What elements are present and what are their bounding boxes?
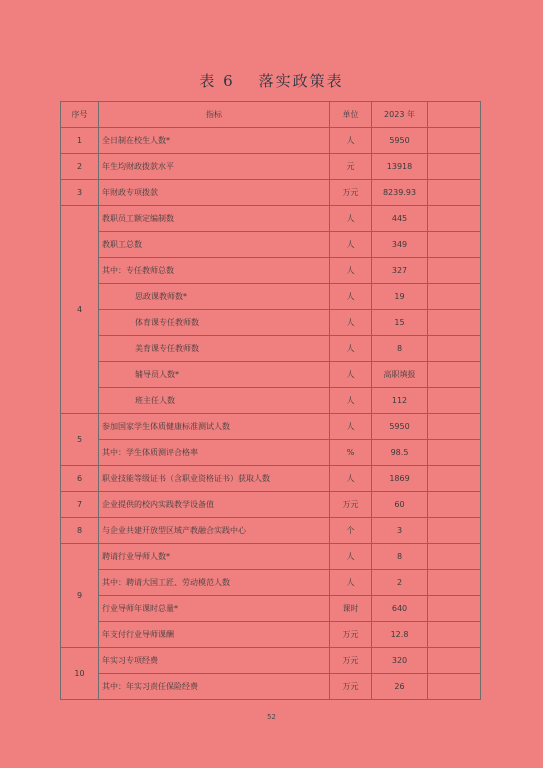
row-label: 其中：年实习责任保险经费 [99,674,330,700]
table-row [61,336,481,362]
row-extra [428,206,481,232]
row-value: 445 [372,206,428,232]
row-value: 高职填报 [372,362,428,388]
row-extra [428,154,481,180]
row-value: 320 [372,648,428,674]
table-row [61,414,481,440]
row-unit: 万元 [330,648,372,674]
row-label: 全日制在校生人数* [99,128,330,154]
row-value: 640 [372,596,428,622]
row-no: 10 [61,648,99,700]
row-unit: 人 [330,544,372,570]
page-number: 52 [267,713,276,721]
row-extra [428,674,481,700]
row-unit: 万元 [330,674,372,700]
row-label: 年生均财政拨款水平 [99,154,330,180]
row-value: 8239.93 [372,180,428,206]
table-row [61,128,481,154]
row-label: 年实习专项经费 [99,648,330,674]
title-prefix: 表 6 [199,72,235,90]
row-unit: 万元 [330,492,372,518]
row-extra [428,518,481,544]
row-extra [428,414,481,440]
row-unit: 个 [330,518,372,544]
row-unit: % [330,440,372,466]
table-row [61,284,481,310]
table-header-row [61,102,481,128]
row-extra [428,596,481,622]
table-row [61,518,481,544]
row-label: 行业导师年课时总量* [99,596,330,622]
row-no: 9 [61,544,99,648]
row-extra [428,648,481,674]
row-extra [428,232,481,258]
row-extra [428,310,481,336]
row-extra [428,284,481,310]
row-no: 5 [61,414,99,466]
row-label: 年财政专项拨款 [99,180,330,206]
header-extra [428,102,481,128]
row-value: 13918 [372,154,428,180]
row-value: 5950 [372,128,428,154]
table-row [61,362,481,388]
row-label: 其中：学生体质测评合格率 [99,440,330,466]
row-unit: 人 [330,310,372,336]
table-row [61,388,481,414]
table-row [61,258,481,284]
row-no: 4 [61,206,99,414]
row-label: 思政课教师数* [99,284,330,310]
row-no: 1 [61,128,99,154]
table-row [61,206,481,232]
table-row [61,622,481,648]
row-label: 其中：聘请大国工匠、劳动模范人数 [99,570,330,596]
row-no: 8 [61,518,99,544]
row-extra [428,570,481,596]
row-extra [428,622,481,648]
row-value: 12.8 [372,622,428,648]
row-label: 教职工总数 [99,232,330,258]
header-indicator: 指标 [99,102,330,128]
row-extra [428,544,481,570]
row-unit: 人 [330,128,372,154]
row-label: 聘请行业导师人数* [99,544,330,570]
row-value: 349 [372,232,428,258]
row-unit: 人 [330,388,372,414]
row-label: 美育课专任教师数 [99,336,330,362]
row-unit: 人 [330,232,372,258]
row-value: 60 [372,492,428,518]
row-unit: 人 [330,414,372,440]
row-label: 班主任人数 [99,388,330,414]
row-value: 327 [372,258,428,284]
header-year: 2023 年 [372,102,428,128]
row-extra [428,388,481,414]
row-value: 26 [372,674,428,700]
row-extra [428,336,481,362]
table-row [61,310,481,336]
row-label: 职业技能等级证书（含职业资格证书）获取人数 [99,466,330,492]
row-unit: 人 [330,466,372,492]
row-value: 3 [372,518,428,544]
row-label: 参加国家学生体质健康标准测试人数 [99,414,330,440]
table-row [61,232,481,258]
table-row [61,466,481,492]
row-label: 与企业共建开放型区域产教融合实践中心 [99,518,330,544]
row-unit: 万元 [330,622,372,648]
row-label: 体育课专任教师数 [99,310,330,336]
row-unit: 万元 [330,180,372,206]
row-unit: 元 [330,154,372,180]
row-unit: 人 [330,206,372,232]
header-no: 序号 [61,102,99,128]
table-row [61,674,481,700]
row-value: 8 [372,544,428,570]
title-main: 落实政策表 [258,72,344,90]
table-row [61,180,481,206]
row-no: 2 [61,154,99,180]
row-extra [428,128,481,154]
table-row [61,570,481,596]
row-value: 5950 [372,414,428,440]
row-no: 6 [61,466,99,492]
row-value: 112 [372,388,428,414]
row-label: 其中：专任教师总数 [99,258,330,284]
row-extra [428,440,481,466]
header-unit: 单位 [330,102,372,128]
table-row [61,544,481,570]
row-value: 98.5 [372,440,428,466]
row-value: 15 [372,310,428,336]
row-extra [428,258,481,284]
page-title [0,70,543,91]
row-no: 3 [61,180,99,206]
row-value: 2 [372,570,428,596]
row-extra [428,362,481,388]
row-extra [428,180,481,206]
row-value: 19 [372,284,428,310]
row-label: 教职员工额定编制数 [99,206,330,232]
table-row [61,440,481,466]
row-extra [428,492,481,518]
table-row [61,154,481,180]
row-unit: 人 [330,570,372,596]
row-label: 企业提供的校内实践教学设备值 [99,492,330,518]
table-row [61,492,481,518]
row-unit: 人 [330,258,372,284]
table-row [61,648,481,674]
row-unit: 课时 [330,596,372,622]
row-label: 年支付行业导师课酬 [99,622,330,648]
table-row [61,596,481,622]
row-no: 7 [61,492,99,518]
row-unit: 人 [330,284,372,310]
row-unit: 人 [330,362,372,388]
row-unit: 人 [330,336,372,362]
row-value: 1869 [372,466,428,492]
row-value: 8 [372,336,428,362]
row-label: 辅导员人数* [99,362,330,388]
row-extra [428,466,481,492]
policy-table [60,101,481,700]
